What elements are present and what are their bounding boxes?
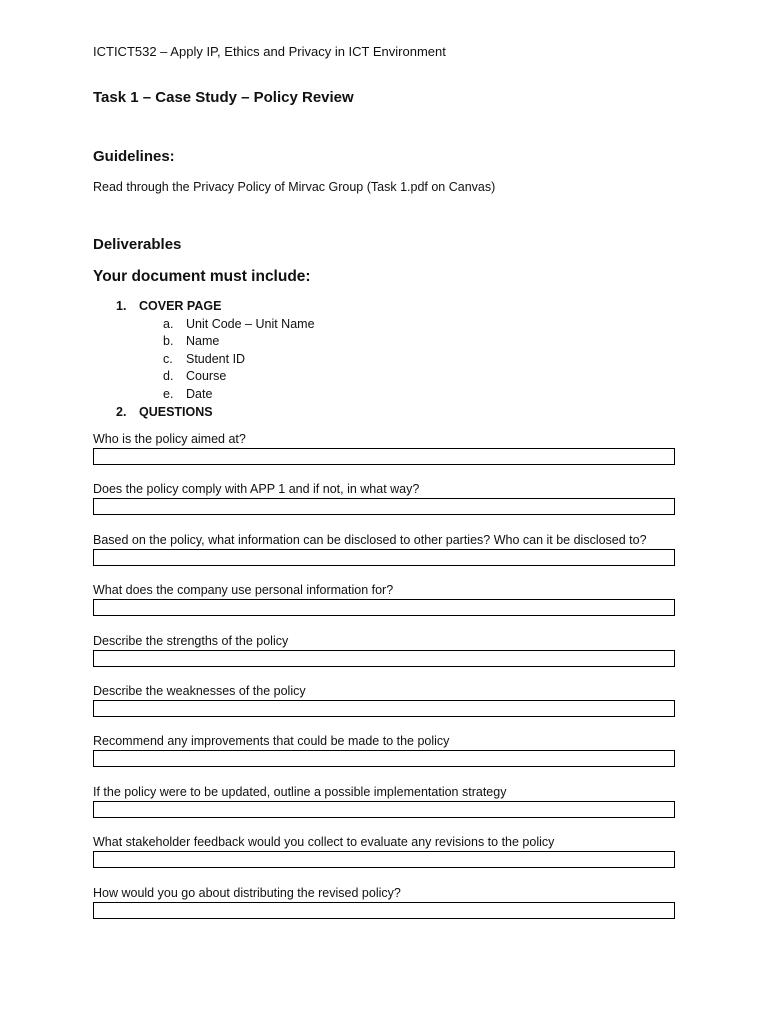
sub-item-letter: e. [163,386,174,401]
list-item-questions [93,404,493,422]
answer-field[interactable] [93,498,675,515]
list-number: 1. [116,299,127,313]
answer-field[interactable] [93,599,675,616]
sub-item-label: Course [186,369,227,384]
question-text: If the policy were to be updated, outline a possible implementation strategy [93,784,507,799]
answer-field[interactable] [93,750,675,767]
question-text: Who is the policy aimed at? [93,432,246,446]
question-block [93,482,675,532]
answer-field[interactable] [93,700,675,717]
question-text: Recommend any improvements that could be made to the policy [93,734,450,749]
sub-item-letter: b. [163,334,174,349]
sub-item-label: Unit Code – Unit Name [186,316,315,331]
sub-item-letter: a. [163,316,174,331]
guidelines-text: Read through the Privacy Policy of Mirvac Group (Task 1.pdf on Canvas) [93,180,496,194]
question-block [93,835,675,885]
question-block [93,533,675,583]
guidelines-heading: Guidelines: [93,148,175,165]
sub-item-letter: c. [163,351,173,366]
deliverables-heading: Deliverables [93,236,182,253]
must-include-heading: Your document must include: [93,268,311,285]
list-number: 2. [116,404,127,419]
sub-item-student-id [93,351,493,369]
question-block [93,432,675,482]
sub-item-label: Student ID [186,351,246,366]
question-text: Does the policy comply with APP 1 and if not, in what way? [93,482,420,497]
list-item-label: COVER PAGE [139,299,222,313]
answer-field[interactable] [93,650,675,667]
answer-field[interactable] [93,902,675,919]
sub-item-letter: d. [163,369,174,384]
question-block [93,734,675,784]
answer-field[interactable] [93,801,675,818]
answer-field[interactable] [93,448,675,465]
question-block [93,634,675,684]
questions-section [93,432,675,936]
question-block [93,886,675,936]
question-block [93,785,675,835]
task-title: Task 1 – Case Study – Policy Review [93,89,354,106]
list-item-label: QUESTIONS [139,404,213,419]
sub-item-course [93,368,493,386]
sub-item-label: Date [186,386,213,401]
question-block [93,583,675,633]
question-block [93,684,675,734]
answer-field[interactable] [93,549,675,566]
deliverables-list [93,298,493,421]
list-item-cover-page [93,298,493,316]
sub-item-label: Name [186,334,220,349]
sub-item-date [93,386,493,404]
question-text: What does the company use personal information for? [93,583,394,598]
question-text: Based on the policy, what information can be disclosed to other parties? Who can it be disclosed to? [93,532,647,547]
question-text: How would you go about distributing the revised policy? [93,885,401,900]
unit-header: ICTICT532 – Apply IP, Ethics and Privacy in ICT Environment [93,44,446,59]
question-text: Describe the weaknesses of the policy [93,683,306,698]
sub-item-name [93,333,493,351]
answer-field[interactable] [93,851,675,868]
sub-item-unit-code [93,316,493,334]
question-text: Describe the strengths of the policy [93,633,289,648]
question-text: What stakeholder feedback would you collect to evaluate any revisions to the policy [93,835,555,850]
